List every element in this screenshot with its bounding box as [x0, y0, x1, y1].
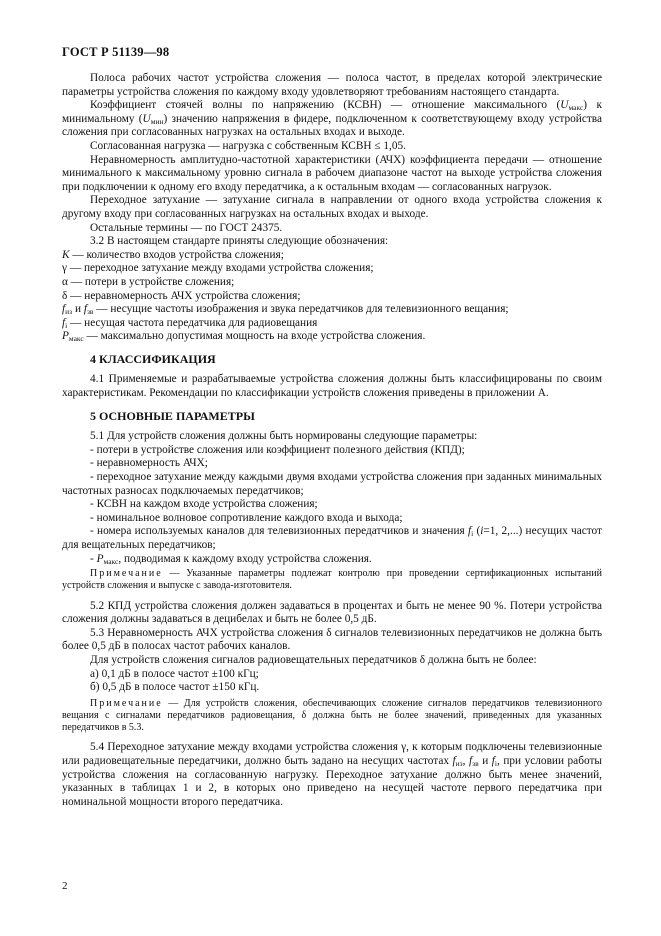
symbol-delta: δ — неравномерность АЧХ устройства сложения;	[62, 289, 301, 302]
param-vswr: - КСВН на каждом входе устройства сложения;	[90, 498, 318, 511]
document-header: ГОСТ Р 51139—98	[62, 45, 170, 59]
param-power: - $P_{макс}$, подводимая к каждому входу устройства сложения.	[90, 552, 372, 566]
section-4-title: 4 КЛАССИФИКАЦИЯ	[90, 351, 216, 366]
term-crosstalk: Переходное затухание — затухание сигнала в направлении от одного входа устройства сложения к другому входу при согласованных нагрузках на остальных входах и выходе.	[62, 194, 602, 220]
term-frequency-response: Неравномерность амплитудно-частотной характеристики (АЧХ) коэффициента передачи — отношение минимального к максимальному уровню сигнала в рабочем диапазоне частот на выходе устройства сложения при подключении к одному его входу передатчика, а к остальным входам — согласованных нагрузок.	[62, 153, 602, 193]
note-1: Примечание — Указанные параметры подлежат контролю при проведении сертификационных испытаний устройств сложения и выпуске с завода-изготовителя.	[62, 568, 602, 592]
term-bandwidth: Полоса рабочих частот устройства сложения — полоса частот, в пределах которой электрические параметры устройства сложения по каждому входу удовлетворяют требованиям настоящего стандарта.	[62, 72, 602, 98]
param-impedance: - номинальное волновое сопротивление каждого входа и выхода;	[90, 511, 403, 524]
term-other: Остальные термины — по ГОСТ 24375.	[90, 221, 283, 234]
symbol-gamma: γ — переходное затухание между входами устройства сложения;	[62, 262, 374, 275]
section-5-3-radio: Для устройств сложения сигналов радиовещательных передатчиков δ должна быть не более:	[90, 653, 537, 666]
symbol-k: K — количество входов устройства сложения;	[62, 248, 284, 261]
param-crosstalk: - переходное затухание между каждыми двумя входами устройства сложения при заданных минимальных частотных разносах подключаемых передатчиков;	[62, 471, 602, 497]
section-5-1: 5.1 Для устройств сложения должны быть нормированы следующие параметры:	[90, 430, 478, 443]
note-2: Примечание — Для устройств сложения, обеспечивающих сложение сигналов передатчиков телевизионного вещания с сигналами передатчиков радиовещания, δ должна быть не более значений, приведенных для указанных передатчиков в 5.3.	[62, 697, 602, 734]
section-5-title: 5 ОСНОВНЫЕ ПАРАМЕТРЫ	[90, 408, 255, 423]
term-matched-load: Согласованная нагрузка — нагрузка с собственным КСВН ≤ 1,05.	[90, 139, 406, 152]
term-vswr: Коэффициент стоячей волны по напряжению (КСВН) — отношение максимального $(U_{макс})$ к минимальному $(U_{мин})$ значению напряжения в фидере, подключенном к соответствующему входу устройства сложения при согласованных нагрузках на остальных входах и выходе.	[62, 99, 602, 139]
page-number: 2	[62, 880, 68, 892]
symbol-power: $P_{макс}$ — максимально допустимая мощность на входе устройства сложения.	[62, 330, 426, 344]
section-5-3: 5.3 Неравномерность АЧХ устройства сложения δ сигналов телевизионных передатчиков не должна быть более 0,5 дБ в полосах частот рабочих каналов.	[62, 626, 602, 653]
symbols-intro: 3.2 В настоящем стандарте приняты следующие обозначения:	[90, 235, 389, 248]
section-5-4: 5.4 Переходное затухание между входами устройства сложения γ, к которым подключены телевизионные или радиовещательные передатчики, должно быть задано на несущих частотах $f_{из}$, $f_{зв}$ и $f_i$, при условии работы устройства сложения на согласованную нагрузку. Переходное затухание должно быть менее значений, указанных в таблицах 1 и 2, в которых оно приведено на несущей частоте первого передатчика при номинальной мощности второго передатчика.	[62, 741, 602, 808]
limit-b: б) 0,5 дБ в полосе частот ±150 кГц.	[90, 681, 260, 694]
limit-a: а) 0,1 дБ в полосе частот ±100 кГц;	[90, 667, 259, 680]
page-content	[62, 72, 602, 809]
param-losses: - потери в устройстве сложения или коэффициент полезного действия (КПД);	[90, 443, 465, 456]
section-5-2: 5.2 КПД устройства сложения должен задаваться в процентах и быть не менее 90 %. Потери устройства сложения должны задаваться в децибелах и быть не более 0,5 дБ.	[62, 599, 602, 626]
symbol-alpha: α — потери в устройстве сложения;	[62, 275, 235, 288]
symbol-carrier-radio: $f_i$ — несущая частота передатчика для радиовещания	[62, 316, 318, 330]
symbol-carrier-tv: $f_{из}$ и $f_{зв}$ — несущие частоты изображения и звука передатчиков для телевизионного вещания;	[62, 303, 509, 317]
section-4-1: 4.1 Применяемые и разрабатываемые устройства сложения должны быть классифицированы по своим характеристикам. Рекомендации по классификации устройств сложения приведены в приложении А.	[62, 373, 602, 400]
param-frequency-response: - неравномерность АЧХ;	[90, 457, 208, 470]
param-channels: - номера используемых каналов для телевизионных передатчиков и значения $f_i$ (i=1, 2,...) несущих частот для вещательных передатчиков;	[62, 525, 602, 551]
